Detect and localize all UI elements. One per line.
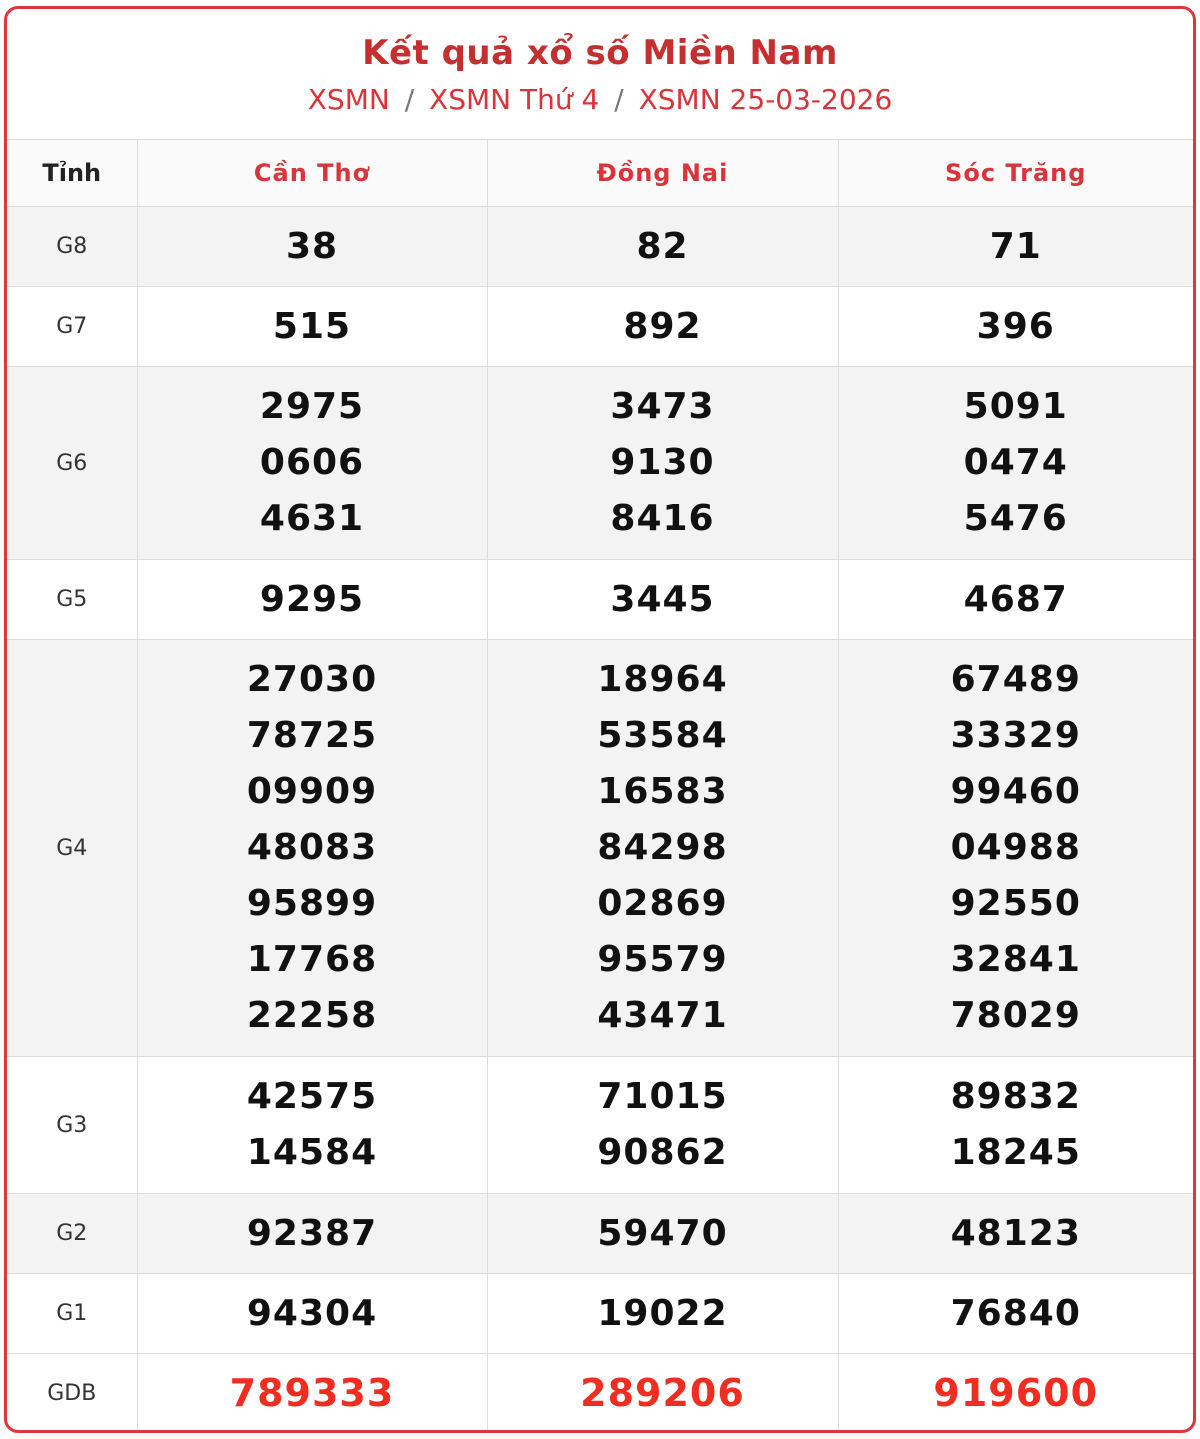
- breadcrumb-xsmn-date[interactable]: XSMN 25-03-2026: [638, 83, 893, 116]
- prize-number: 92387: [246, 1212, 378, 1254]
- prize-label: G4: [7, 640, 137, 1057]
- special-prize-number: 289206: [580, 1371, 745, 1415]
- prize-number: 22258: [246, 995, 378, 1036]
- province-dong-nai[interactable]: Đồng Nai: [487, 140, 838, 207]
- prize-number: 14584: [246, 1132, 378, 1173]
- table-header-row: [7, 140, 1193, 207]
- prize-number: 90862: [597, 1132, 728, 1173]
- breadcrumb-separator: /: [404, 83, 415, 116]
- prize-number: 9130: [610, 442, 715, 483]
- prize-label: GDB: [7, 1354, 137, 1433]
- prize-number: 8416: [610, 498, 715, 539]
- prize-number: 95899: [246, 883, 378, 924]
- prize-number: 4631: [259, 498, 365, 539]
- breadcrumb-xsmn-thu-4[interactable]: XSMN Thứ 4: [429, 83, 600, 116]
- prize-label: G6: [7, 367, 137, 560]
- province-column-header: Tỉnh: [7, 140, 137, 207]
- prize-cell: [137, 1194, 487, 1274]
- prize-number: 92550: [950, 883, 1081, 924]
- prize-number: 59470: [597, 1212, 728, 1254]
- prize-cell: [137, 287, 487, 367]
- breadcrumb: [7, 83, 1193, 116]
- prize-cell: [137, 207, 487, 287]
- prize-number: 396: [976, 305, 1055, 347]
- prize-label: G1: [7, 1274, 137, 1354]
- prize-cell: [137, 367, 487, 560]
- prize-number: 82: [636, 225, 689, 267]
- prize-cell: [838, 287, 1193, 367]
- prize-number: 94304: [246, 1292, 378, 1334]
- prize-number: 27030: [246, 659, 378, 700]
- prize-row-g1: [7, 1274, 1193, 1354]
- prize-cell: [487, 1354, 838, 1433]
- results-header: [7, 9, 1193, 140]
- prize-row-g7: [7, 287, 1193, 367]
- prize-number: 0606: [259, 442, 365, 483]
- prize-number: 38: [285, 225, 339, 267]
- prize-cell: [137, 1354, 487, 1433]
- prize-number: 19022: [597, 1292, 728, 1334]
- prize-number: 09909: [246, 771, 378, 812]
- prize-cell: [487, 1274, 838, 1354]
- breadcrumb-separator: /: [614, 83, 624, 116]
- prize-number: 2975: [259, 386, 365, 427]
- prize-number: 76840: [950, 1292, 1081, 1334]
- prize-cell: [487, 1194, 838, 1274]
- prize-row-g5: [7, 560, 1193, 640]
- prize-number: 71015: [597, 1076, 728, 1117]
- results-table: [7, 140, 1193, 1432]
- prize-cell: [838, 1194, 1193, 1274]
- prize-number: 4687: [963, 578, 1068, 620]
- prize-number: 48123: [950, 1212, 1081, 1254]
- prize-cell: [838, 207, 1193, 287]
- prize-number: 02869: [597, 883, 728, 924]
- prize-number: 04988: [950, 827, 1081, 868]
- prize-number: 17768: [246, 939, 378, 980]
- prize-number: 95579: [597, 939, 728, 980]
- prize-number: 53584: [597, 715, 728, 756]
- prize-cell: [838, 367, 1193, 560]
- prize-label: G2: [7, 1194, 137, 1274]
- prize-cell: [137, 1274, 487, 1354]
- prize-number: 5476: [963, 498, 1068, 539]
- prize-number: 892: [623, 305, 702, 347]
- prize-label: G5: [7, 560, 137, 640]
- prize-number: 18245: [950, 1132, 1081, 1173]
- prize-cell: [137, 640, 487, 1057]
- prize-cell: [487, 1057, 838, 1194]
- prize-number: 67489: [950, 659, 1081, 700]
- prize-cell: [487, 207, 838, 287]
- prize-cell: [838, 560, 1193, 640]
- prize-number: 71: [989, 225, 1042, 267]
- prize-label: G3: [7, 1057, 137, 1194]
- prize-number: 18964: [597, 659, 728, 700]
- special-prize-number: 789333: [229, 1371, 395, 1415]
- page-title: Kết quả xổ số Miền Nam: [362, 33, 838, 73]
- special-prize-number: 919600: [933, 1371, 1099, 1415]
- prize-cell: [487, 367, 838, 560]
- prize-cell: [137, 560, 487, 640]
- province-can-tho[interactable]: Cần Thơ: [137, 140, 487, 207]
- prize-cell: [838, 1057, 1193, 1194]
- prize-number: 33329: [950, 715, 1081, 756]
- prize-number: 0474: [963, 442, 1068, 483]
- prize-number: 42575: [246, 1076, 378, 1117]
- results-card: [4, 6, 1196, 1433]
- prize-cell: [487, 560, 838, 640]
- prize-cell: [137, 1057, 487, 1194]
- prize-number: 3445: [610, 578, 715, 620]
- prize-row-g4: [7, 640, 1193, 1057]
- prize-cell: [838, 640, 1193, 1057]
- prize-number: 48083: [246, 827, 378, 868]
- prize-number: 5091: [963, 386, 1068, 427]
- prize-number: 3473: [610, 386, 715, 427]
- prize-cell: [838, 1354, 1193, 1433]
- prize-row-g8: [7, 207, 1193, 287]
- prize-row-g3: [7, 1057, 1193, 1194]
- prize-cell: [487, 640, 838, 1057]
- prize-row-g6: [7, 367, 1193, 560]
- prize-number: 78029: [950, 995, 1081, 1036]
- prize-number: 78725: [246, 715, 378, 756]
- prize-number: 32841: [950, 939, 1081, 980]
- prize-number: 16583: [597, 771, 728, 812]
- prize-label: G7: [7, 287, 137, 367]
- prize-number: 43471: [597, 995, 728, 1036]
- prize-row-gdb: [7, 1354, 1193, 1433]
- breadcrumb-xsmn[interactable]: XSMN: [307, 83, 390, 116]
- prize-cell: [487, 287, 838, 367]
- prize-number: 99460: [950, 771, 1081, 812]
- prize-number: 515: [272, 305, 352, 347]
- prize-number: 89832: [950, 1076, 1081, 1117]
- prize-number: 84298: [597, 827, 728, 868]
- prize-number: 9295: [259, 578, 365, 620]
- prize-cell: [838, 1274, 1193, 1354]
- prize-label: G8: [7, 207, 137, 287]
- prize-row-g2: [7, 1194, 1193, 1274]
- province-soc-trang[interactable]: Sóc Trăng: [838, 140, 1193, 207]
